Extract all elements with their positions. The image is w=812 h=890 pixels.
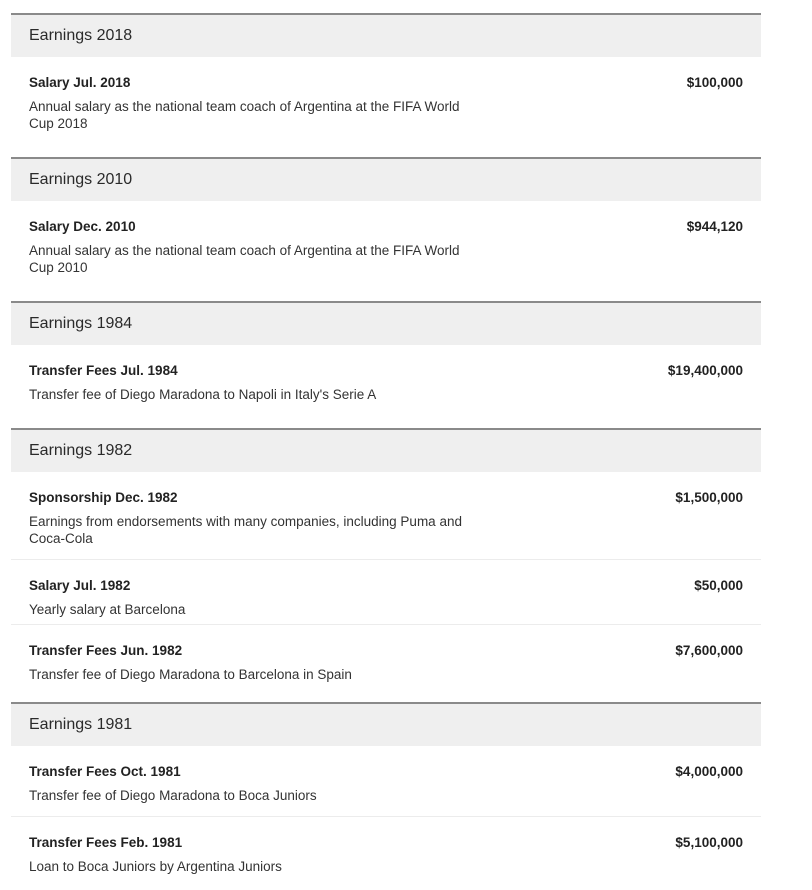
earning-entry: [11, 472, 761, 560]
entry-amount: $4,000,000: [675, 764, 743, 779]
entry-amount: $7,600,000: [675, 643, 743, 658]
entry-description: Earnings from endorsements with many companies, including Puma and Coca-Cola: [29, 514, 462, 546]
entry-title: Salary Jul. 1982: [29, 578, 131, 593]
earnings-section-2010: [11, 157, 761, 301]
entry-description: Transfer fee of Diego Maradona to Boca Juniors: [29, 788, 317, 803]
earning-entry: [11, 817, 761, 877]
earning-entry: [11, 746, 761, 817]
section-title: Earnings 2010: [29, 171, 133, 188]
entry-amount: $944,120: [686, 219, 743, 234]
earning-entry: [11, 560, 761, 625]
section-title: Earnings 1982: [29, 442, 133, 459]
entry-title: Salary Dec. 2010: [29, 219, 136, 234]
entry-title: Sponsorship Dec. 1982: [29, 490, 178, 505]
entry-description: Transfer fee of Diego Maradona to Napoli in Italy's Serie A: [29, 387, 377, 402]
entry-title: Transfer Fees Feb. 1981: [29, 835, 183, 850]
section-header: [11, 13, 761, 57]
entry-description: Loan to Boca Juniors by Argentina Juniors: [29, 859, 282, 874]
earnings-section-1981: [11, 702, 761, 877]
section-header: [11, 702, 761, 746]
entry-amount: $100,000: [686, 75, 743, 90]
earning-entry: [11, 625, 761, 702]
earning-entry: [11, 345, 761, 428]
section-header: [11, 301, 761, 345]
earning-entry: [11, 57, 761, 157]
earnings-section-2018: [11, 13, 761, 157]
section-header: [11, 157, 761, 201]
entry-amount: $19,400,000: [667, 363, 743, 378]
entry-title: Transfer Fees Jul. 1984: [29, 363, 178, 378]
entry-description: Transfer fee of Diego Maradona to Barcelona in Spain: [29, 667, 352, 682]
section-title: Earnings 1984: [29, 315, 133, 332]
entry-title: Transfer Fees Jun. 1982: [29, 643, 183, 658]
entry-amount: $1,500,000: [675, 490, 743, 505]
entry-amount: $50,000: [694, 578, 743, 593]
earnings-list: [11, 13, 761, 877]
entry-description: Annual salary as the national team coach of Argentina at the FIFA World Cup 2018: [29, 99, 460, 131]
earning-entry: [11, 201, 761, 301]
entry-amount: $5,100,000: [675, 835, 743, 850]
section-title: Earnings 2018: [29, 27, 133, 44]
section-header: [11, 428, 761, 472]
earnings-section-1982: [11, 428, 761, 702]
entry-description: Annual salary as the national team coach of Argentina at the FIFA World Cup 2010: [29, 243, 460, 275]
earnings-section-1984: [11, 301, 761, 428]
entry-title: Transfer Fees Oct. 1981: [29, 764, 181, 779]
entry-description: Yearly salary at Barcelona: [29, 602, 186, 617]
section-title: Earnings 1981: [29, 716, 133, 733]
entry-title: Salary Jul. 2018: [29, 75, 131, 90]
